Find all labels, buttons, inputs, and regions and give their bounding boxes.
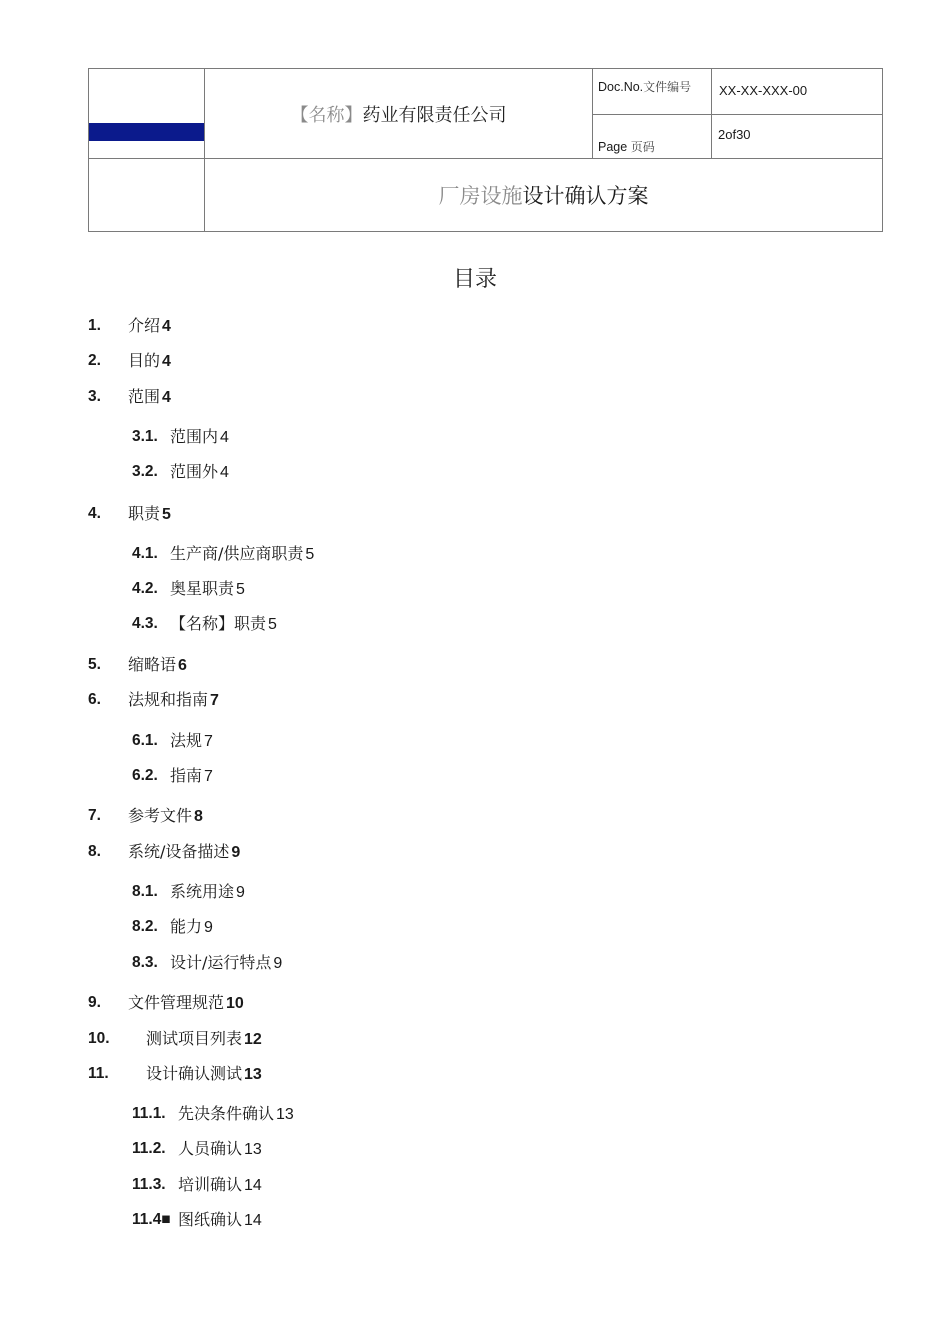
toc-entry[interactable] bbox=[132, 1175, 732, 1197]
toc-entry[interactable] bbox=[88, 351, 688, 373]
toc-entry-page: 4 bbox=[162, 389, 171, 406]
toc-entry-page: 10 bbox=[226, 995, 244, 1012]
toc-entry-number: 7. bbox=[88, 807, 101, 824]
toc-entry-number: 8. bbox=[88, 843, 101, 860]
toc-entry[interactable] bbox=[132, 1104, 732, 1126]
toc-entry-text: 法规和指南 bbox=[128, 690, 209, 709]
toc-entry-number: 6.1. bbox=[132, 732, 158, 749]
toc-entry[interactable] bbox=[132, 917, 732, 939]
toc-entry[interactable] bbox=[88, 655, 688, 677]
toc-entry-page: 4 bbox=[220, 429, 229, 446]
toc-entry-text: 缩略语 bbox=[128, 655, 177, 674]
toc-entry[interactable] bbox=[132, 544, 732, 566]
toc-entry-text: 设计/运行特点 bbox=[170, 953, 272, 972]
toc-entry[interactable] bbox=[132, 1139, 732, 1161]
toc-entry-title bbox=[178, 1104, 294, 1125]
logo-cell bbox=[89, 69, 205, 159]
toc-entry-text: 系统/设备描述 bbox=[128, 842, 230, 861]
toc-entry-title bbox=[128, 316, 171, 337]
toc-entry-number: 4. bbox=[88, 505, 101, 522]
toc-entry-text: 法规 bbox=[170, 731, 203, 750]
doc-no-label bbox=[593, 69, 712, 115]
logo-area bbox=[89, 69, 204, 141]
toc-entry-page: 6 bbox=[178, 657, 187, 674]
toc-entry-number: 1. bbox=[88, 317, 101, 334]
company-name-rest: 药业有限责任公司 bbox=[362, 104, 507, 126]
toc-entry[interactable] bbox=[132, 427, 732, 449]
page-label bbox=[593, 115, 712, 159]
toc-entry[interactable] bbox=[88, 806, 688, 828]
toc-entry-title bbox=[178, 1210, 262, 1231]
toc-entry-text: 【名称】职责 bbox=[170, 614, 267, 633]
toc-entry-page: 14 bbox=[244, 1212, 262, 1229]
toc-entry-number: 6. bbox=[88, 691, 101, 708]
toc-entry-text: 范围内 bbox=[170, 427, 219, 446]
page-value: 2of30 bbox=[712, 115, 883, 159]
toc-entry-page: 9 bbox=[204, 919, 213, 936]
toc-entry-title bbox=[128, 351, 171, 372]
toc-entry[interactable] bbox=[132, 731, 732, 753]
toc-entry-text: 范围 bbox=[128, 387, 161, 406]
toc-entry-number: 3.2. bbox=[132, 463, 158, 480]
toc-entry-title bbox=[170, 953, 282, 974]
toc-entry-page: 5 bbox=[268, 616, 277, 633]
toc-entry-title bbox=[146, 1029, 262, 1050]
toc-entry-text: 培训确认 bbox=[178, 1175, 243, 1194]
toc-entry-text: 介绍 bbox=[128, 316, 161, 335]
toc-entry-page: 13 bbox=[276, 1106, 294, 1123]
toc-entry-page: 4 bbox=[162, 353, 171, 370]
toc-title: 目录 bbox=[452, 267, 497, 292]
toc-entry-title bbox=[178, 1139, 262, 1160]
toc-entry[interactable] bbox=[88, 316, 688, 338]
toc-entry-number: 8.3. bbox=[132, 954, 158, 971]
toc-entry-title bbox=[170, 544, 314, 565]
toc-entry[interactable] bbox=[132, 462, 732, 484]
toc-entry-title bbox=[146, 1064, 262, 1085]
toc-entry-page: 5 bbox=[162, 506, 171, 523]
toc-entry-number: 5. bbox=[88, 656, 101, 673]
toc-entry-number: 8.1. bbox=[132, 883, 158, 900]
toc-entry-page: 5 bbox=[236, 581, 245, 598]
toc-entry[interactable] bbox=[88, 387, 688, 409]
toc-entry[interactable] bbox=[132, 1210, 732, 1232]
header-table bbox=[88, 68, 883, 232]
toc-entry[interactable] bbox=[132, 614, 732, 636]
toc-entry-text: 能力 bbox=[170, 917, 203, 936]
toc-entry-title bbox=[128, 387, 171, 408]
header-blank-cell bbox=[89, 159, 205, 232]
toc-entry[interactable] bbox=[88, 1029, 688, 1051]
doc-no-label-en: Doc.No. bbox=[598, 80, 644, 94]
doc-no-value: XX-XX-XXX-00 bbox=[712, 69, 883, 115]
toc-entry-title bbox=[128, 993, 244, 1014]
toc-entry-text: 范围外 bbox=[170, 462, 219, 481]
toc-entry-number: 3.1. bbox=[132, 428, 158, 445]
toc-entry-title bbox=[128, 655, 187, 676]
toc-entry-title bbox=[170, 731, 213, 752]
company-name bbox=[205, 69, 593, 159]
toc-entry-number: 11.4■ bbox=[132, 1211, 171, 1228]
toc-entry-title bbox=[170, 917, 213, 938]
document-title bbox=[205, 159, 883, 232]
toc-entry-number: 11.2. bbox=[132, 1140, 166, 1157]
toc-entry-title bbox=[170, 427, 229, 448]
toc-entry-text: 参考文件 bbox=[128, 806, 193, 825]
toc-entry[interactable] bbox=[132, 953, 732, 975]
page-label-en: Page bbox=[598, 140, 628, 154]
toc-entry-page: 7 bbox=[204, 733, 213, 750]
toc-entry-number: 9. bbox=[88, 994, 101, 1011]
toc-entry-page: 7 bbox=[210, 692, 219, 709]
toc-entry-text: 文件管理规范 bbox=[128, 993, 225, 1012]
toc-entry-page: 14 bbox=[244, 1177, 262, 1194]
doc-no-label-zh: 文件编号 bbox=[643, 80, 692, 94]
title-rest: 设计确认方案 bbox=[522, 184, 649, 208]
toc-entry-page: 9 bbox=[273, 955, 283, 972]
toc-entry-text: 图纸确认 bbox=[178, 1210, 243, 1229]
toc-entry-text: 目的 bbox=[128, 351, 161, 370]
toc-entry[interactable] bbox=[88, 504, 688, 526]
toc-entry-title bbox=[178, 1175, 262, 1196]
toc-entry-page: 13 bbox=[244, 1066, 262, 1083]
toc-entry-title bbox=[170, 579, 245, 600]
toc-entry-page: 5 bbox=[305, 546, 315, 563]
toc-entry[interactable] bbox=[132, 579, 732, 601]
toc-entry-text: 先决条件确认 bbox=[178, 1104, 275, 1123]
title-grey: 厂房设施 bbox=[438, 184, 523, 208]
toc-entry-number: 11.1. bbox=[132, 1105, 166, 1122]
toc-entry-title bbox=[170, 462, 229, 483]
toc-entry-number: 3. bbox=[88, 388, 101, 405]
toc-entry[interactable] bbox=[88, 842, 688, 864]
toc-entry[interactable] bbox=[88, 690, 688, 712]
toc-entry-text: 设计确认测试 bbox=[146, 1064, 243, 1083]
toc-entry-title bbox=[128, 806, 203, 827]
toc-entry-title bbox=[128, 504, 171, 525]
toc-entry-title bbox=[128, 690, 219, 711]
company-placeholder: 【名称】 bbox=[290, 104, 363, 126]
toc-entry[interactable] bbox=[88, 1064, 688, 1086]
toc-entry[interactable] bbox=[132, 766, 732, 788]
toc-entry-page: 4 bbox=[162, 318, 171, 335]
toc-entry[interactable] bbox=[88, 993, 688, 1015]
toc-entry[interactable] bbox=[132, 882, 732, 904]
toc-entry-number: 11. bbox=[88, 1065, 109, 1082]
toc-entry-text: 指南 bbox=[170, 766, 203, 785]
page-label-zh: 页码 bbox=[630, 140, 655, 154]
toc-entry-text: 奥星职责 bbox=[170, 579, 235, 598]
toc-entry-page: 4 bbox=[220, 464, 229, 481]
toc-entry-text: 人员确认 bbox=[178, 1139, 243, 1158]
brand-bar bbox=[89, 123, 204, 141]
toc-entry-number: 11.3. bbox=[132, 1176, 166, 1193]
toc-entry-number: 8.2. bbox=[132, 918, 158, 935]
toc-entry-text: 测试项目列表 bbox=[146, 1029, 243, 1048]
toc-entry-page: 8 bbox=[194, 808, 203, 825]
toc-entry-title bbox=[170, 614, 277, 635]
toc-entry-text: 系统用途 bbox=[170, 882, 235, 901]
toc-entry-number: 6.2. bbox=[132, 767, 158, 784]
toc-entry-number: 4.1. bbox=[132, 545, 158, 562]
toc-entry-title bbox=[170, 766, 213, 787]
toc-entry-page: 7 bbox=[204, 768, 213, 785]
toc-entry-title bbox=[170, 882, 245, 903]
toc-entry-page: 12 bbox=[244, 1031, 262, 1048]
toc-entry-number: 4.3. bbox=[132, 615, 158, 632]
toc-entry-number: 2. bbox=[88, 352, 101, 369]
toc-entry-title bbox=[128, 842, 240, 863]
toc-entry-text: 职责 bbox=[128, 504, 161, 523]
toc-entry-page: 13 bbox=[244, 1141, 262, 1158]
toc-entry-text: 生产商/供应商职责 bbox=[170, 544, 304, 563]
toc-entry-number: 10. bbox=[88, 1030, 110, 1047]
toc-entry-page: 9 bbox=[231, 844, 241, 861]
document-header bbox=[88, 68, 862, 232]
toc-entry-number: 4.2. bbox=[132, 580, 158, 597]
toc-entry-page: 9 bbox=[236, 884, 245, 901]
